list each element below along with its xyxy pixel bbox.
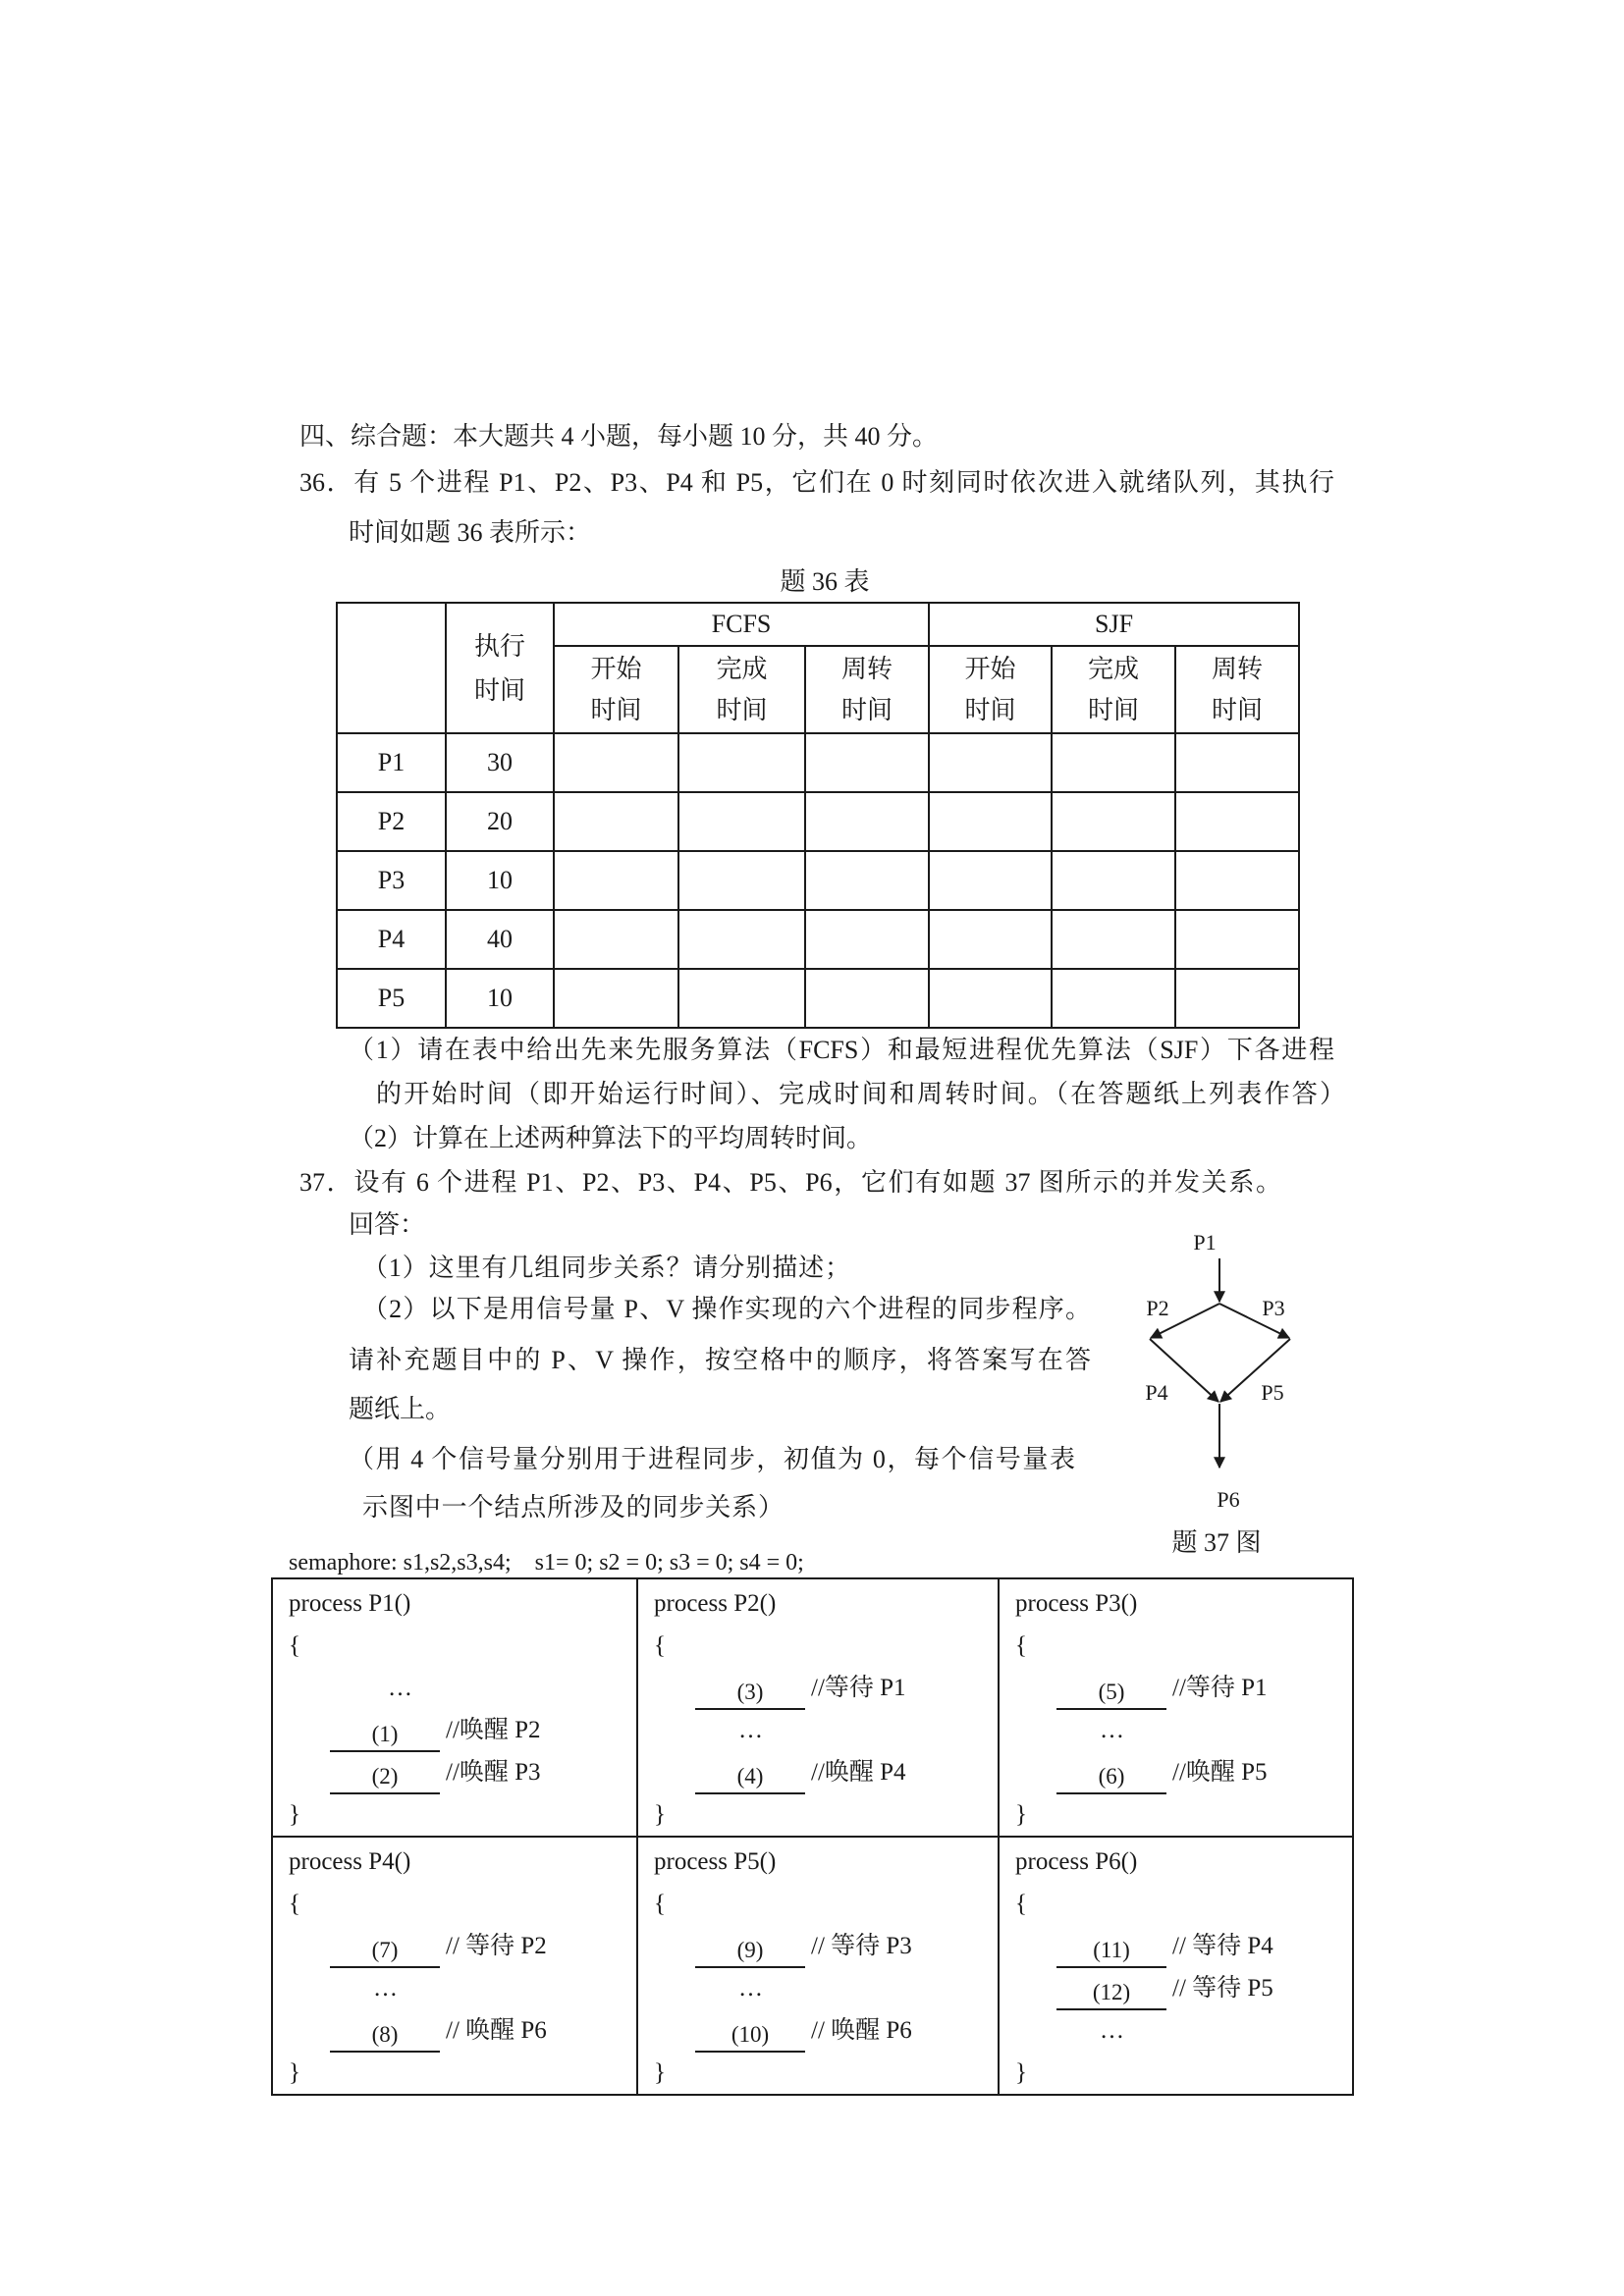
label-p3: P3	[1262, 1296, 1285, 1320]
answer-blank-6: (6)	[1056, 1761, 1166, 1794]
answer-blank-9: (9)	[695, 1935, 805, 1968]
answer-blank-3: (3)	[695, 1677, 805, 1710]
answer-cell	[1052, 733, 1175, 792]
code-comment: //唤醒 P2	[446, 1717, 541, 1743]
table-row	[337, 733, 1299, 792]
q37-note-line2: 示图中一个结点所涉及的同步关系）	[362, 1493, 784, 1522]
exec-time-cell: 30	[446, 733, 554, 792]
answer-cell	[678, 910, 805, 969]
answer-blank-1: (1)	[330, 1719, 440, 1752]
q36-schedule-table	[336, 602, 1300, 1029]
answer-cell	[678, 792, 805, 851]
close-brace: }	[1015, 2059, 1027, 2086]
q37-concurrency-figure	[1110, 1217, 1326, 1512]
code-row-2	[272, 1837, 1353, 2095]
answer-cell	[929, 851, 1052, 910]
answer-cell	[805, 910, 929, 969]
code-comment: //唤醒 P5	[1172, 1759, 1268, 1786]
open-brace: {	[289, 1632, 300, 1659]
q36-intro-line1: 36．有 5 个进程 P1、P2、P3、P4 和 P5，它们在 0 时刻同时依次进入就绪队列，其执行	[299, 468, 1334, 497]
close-brace: }	[289, 2059, 300, 2086]
answer-cell	[1175, 851, 1299, 910]
code-row-1	[272, 1578, 1353, 1837]
blank-line	[1015, 1667, 1352, 1709]
answer-cell	[1052, 969, 1175, 1028]
answer-cell	[1052, 792, 1175, 851]
q37-intro: 37．设有 6 个进程 P1、P2、P3、P4、P5、P6，它们有如题 37 图所示的并发关系。	[299, 1168, 1281, 1197]
ellipsis: …	[738, 1717, 763, 1743]
close-brace: }	[1015, 1801, 1027, 1828]
process-name-cell: P2	[337, 792, 446, 851]
process-header: process P5()	[654, 1848, 777, 1875]
answer-cell	[929, 792, 1052, 851]
answer-cell	[805, 969, 929, 1028]
ellipsis: …	[738, 1975, 763, 2002]
header-line: 开始	[590, 654, 642, 683]
blank-line	[654, 1667, 998, 1709]
exec-time-header-line2: 时间	[473, 675, 525, 705]
process-p3-block	[999, 1578, 1353, 1837]
code-comment: //等待 P1	[811, 1675, 906, 1701]
blank-line	[654, 1925, 998, 1967]
code-comment: //唤醒 P3	[446, 1759, 541, 1786]
section-heading: 四、综合题：本大题共 4 小题，每小题 10 分，共 40 分。	[299, 422, 939, 451]
process-header: process P4()	[289, 1848, 411, 1875]
exec-time-header	[446, 603, 554, 733]
fcfs-start-time-header	[554, 646, 678, 733]
process-p2-block	[637, 1578, 999, 1837]
q37-answer-label: 回答：	[349, 1210, 426, 1239]
open-brace: {	[1015, 1632, 1027, 1659]
q36-part1-line1: （1）请在表中给出先来先服务算法（FCFS）和最短进程优先算法（SJF）下各进程	[349, 1036, 1334, 1064]
answer-blank-5: (5)	[1056, 1677, 1166, 1710]
header-line: 时间	[1212, 695, 1264, 724]
table-header-row-1	[337, 603, 1299, 646]
blank-line	[289, 2009, 636, 2052]
label-p6: P6	[1217, 1487, 1240, 1512]
code-comment: // 唤醒 P6	[446, 2017, 547, 2044]
process-name-cell: P5	[337, 969, 446, 1028]
label-p5: P5	[1261, 1380, 1284, 1405]
open-brace: {	[654, 1632, 666, 1659]
exec-time-header-line1: 执行	[473, 631, 525, 661]
answer-cell	[1052, 851, 1175, 910]
answer-cell	[1175, 733, 1299, 792]
q37-part2-line1: （2）以下是用信号量 P、V 操作实现的六个进程的同步程序。	[362, 1295, 1091, 1323]
answer-blank-8: (8)	[330, 2019, 440, 2053]
ellipsis: …	[1100, 2017, 1124, 2044]
answer-cell	[678, 733, 805, 792]
code-comment: // 等待 P3	[811, 1933, 912, 1959]
answer-blank-11: (11)	[1056, 1935, 1166, 1968]
answer-blank-2: (2)	[330, 1761, 440, 1794]
code-comment: //等待 P1	[1172, 1675, 1268, 1701]
blank-line	[289, 1925, 636, 1967]
blank-line	[289, 1751, 636, 1793]
exec-time-cell: 10	[446, 851, 554, 910]
answer-cell	[1175, 969, 1299, 1028]
open-brace: {	[289, 1891, 300, 1917]
table-row	[337, 969, 1299, 1028]
table-row	[337, 910, 1299, 969]
code-comment: // 唤醒 P6	[811, 2017, 912, 2044]
answer-cell	[1175, 792, 1299, 851]
label-p1: P1	[1193, 1230, 1217, 1255]
process-name-cell: P3	[337, 851, 446, 910]
exec-time-cell: 40	[446, 910, 554, 969]
answer-cell	[1175, 910, 1299, 969]
header-line: 时间	[841, 695, 893, 724]
answer-cell	[1052, 910, 1175, 969]
code-comment: // 等待 P4	[1172, 1933, 1273, 1959]
header-line: 完成	[716, 654, 768, 683]
answer-cell	[805, 792, 929, 851]
sjf-finish-time-header	[1052, 646, 1175, 733]
open-brace: {	[654, 1891, 666, 1917]
close-brace: }	[289, 1801, 300, 1828]
fcfs-finish-time-header	[678, 646, 805, 733]
code-comment: // 等待 P5	[1172, 1975, 1273, 2002]
blank-line	[1015, 1967, 1352, 2009]
blank-line	[289, 1709, 636, 1751]
process-header: process P6()	[1015, 1848, 1138, 1875]
process-header: process P1()	[289, 1590, 411, 1617]
q37-part2-line3: 题纸上。	[349, 1395, 452, 1423]
sjf-start-time-header	[929, 646, 1052, 733]
process-p5-block	[637, 1837, 999, 2095]
answer-cell	[554, 969, 678, 1028]
ellipsis: …	[388, 1675, 412, 1701]
answer-blank-12: (12)	[1056, 1977, 1166, 2010]
q37-figure-caption: 题 37 图	[1171, 1528, 1262, 1557]
table-row	[337, 792, 1299, 851]
answer-cell	[929, 910, 1052, 969]
header-line: 周转	[1212, 654, 1264, 683]
process-header: process P3()	[1015, 1590, 1138, 1617]
process-p6-block	[999, 1837, 1353, 2095]
answer-cell	[554, 851, 678, 910]
sync-program-table	[271, 1577, 1354, 2096]
blank-line	[1015, 1751, 1352, 1793]
answer-cell	[929, 969, 1052, 1028]
answer-cell	[678, 851, 805, 910]
close-brace: }	[654, 1801, 666, 1828]
exec-time-cell: 20	[446, 792, 554, 851]
header-line: 时间	[1088, 695, 1140, 724]
corner-cell	[337, 603, 446, 733]
answer-cell	[554, 910, 678, 969]
sjf-group-header: SJF	[929, 603, 1299, 646]
exec-time-cell: 10	[446, 969, 554, 1028]
process-name-cell: P4	[337, 910, 446, 969]
code-comment: //唤醒 P4	[811, 1759, 906, 1786]
header-line: 周转	[841, 654, 893, 683]
q36-part1-line2: 的开始时间（即开始运行时间）、完成时间和周转时间。（在答题纸上列表作答）	[376, 1080, 1345, 1108]
answer-blank-10: (10)	[695, 2019, 805, 2053]
q37-part1: （1）这里有几组同步关系？请分别描述；	[362, 1254, 850, 1282]
answer-cell	[554, 733, 678, 792]
answer-cell	[805, 733, 929, 792]
table-row	[337, 851, 1299, 910]
code-comment: // 等待 P2	[446, 1933, 547, 1959]
q36-intro-line2: 时间如题 36 表所示：	[349, 518, 592, 547]
process-header: process P2()	[654, 1590, 777, 1617]
blank-line	[654, 2009, 998, 2052]
q37-note-line1: （用 4 个信号量分别用于进程同步，初值为 0，每个信号量表	[349, 1445, 1075, 1473]
blank-line	[1015, 1925, 1352, 1967]
q36-table-caption: 题 36 表	[780, 567, 870, 596]
answer-cell	[554, 792, 678, 851]
answer-cell	[805, 851, 929, 910]
header-line: 完成	[1088, 654, 1140, 683]
process-p4-block	[272, 1837, 637, 2095]
process-p1-block	[272, 1578, 637, 1837]
header-line: 时间	[964, 695, 1016, 724]
semaphore-declaration: semaphore: s1,s2,s3,s4; s1= 0; s2 = 0; s3 = 0; s4 = 0;	[289, 1550, 804, 1575]
fcfs-group-header: FCFS	[554, 603, 929, 646]
sjf-turnaround-time-header	[1175, 646, 1299, 733]
answer-cell	[678, 969, 805, 1028]
blank-line	[654, 1751, 998, 1793]
answer-blank-7: (7)	[330, 1935, 440, 1968]
process-name-cell: P1	[337, 733, 446, 792]
answer-blank-4: (4)	[695, 1761, 805, 1794]
q37-part2-line2: 请补充题目中的 P、V 操作，按空格中的顺序，将答案写在答	[349, 1346, 1091, 1374]
ellipsis: …	[373, 1975, 398, 2002]
header-line: 时间	[716, 695, 768, 724]
open-brace: {	[1015, 1891, 1027, 1917]
header-line: 时间	[590, 695, 642, 724]
ellipsis: …	[1100, 1717, 1124, 1743]
answer-cell	[929, 733, 1052, 792]
header-line: 开始	[964, 654, 1016, 683]
fcfs-turnaround-time-header	[805, 646, 929, 733]
label-p2: P2	[1146, 1296, 1169, 1320]
q36-part2: （2）计算在上述两种算法下的平均周转时间。	[349, 1124, 873, 1152]
label-p4: P4	[1145, 1380, 1168, 1405]
close-brace: }	[654, 2059, 666, 2086]
